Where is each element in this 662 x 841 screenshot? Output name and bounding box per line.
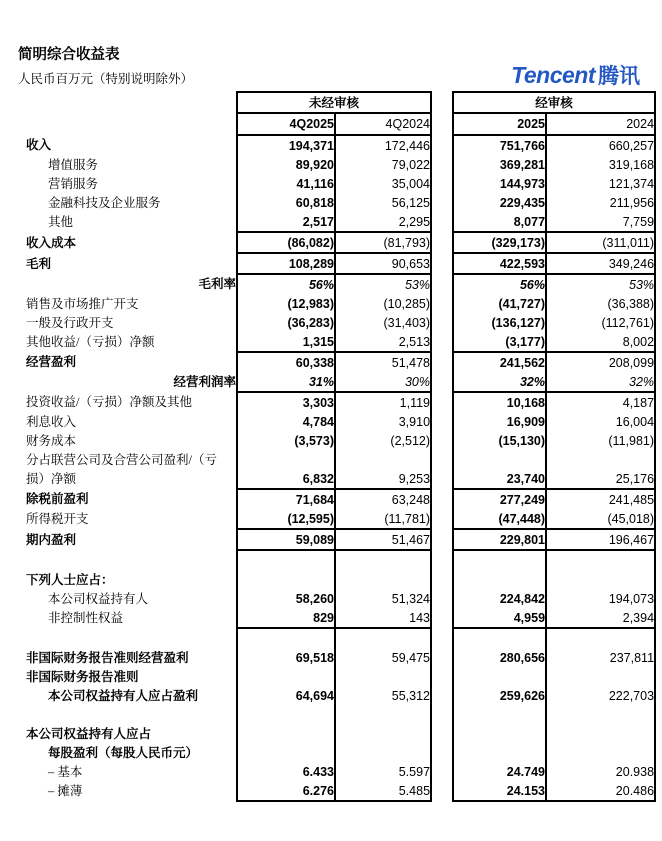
value-cell: 194,073 — [546, 589, 655, 608]
column-gap — [431, 608, 453, 628]
row-label: 收入 — [26, 138, 52, 152]
row-label: 除税前盈利 — [26, 492, 89, 506]
table-row — [26, 372, 655, 392]
value-cell: 1,119 — [335, 392, 431, 412]
table-row — [26, 648, 655, 667]
table-row — [26, 174, 655, 193]
value-cell — [237, 705, 335, 724]
value-cell: 53% — [546, 274, 655, 294]
value-cell: (136,127) — [453, 313, 546, 332]
table-row — [26, 762, 655, 781]
column-gap — [431, 648, 453, 667]
value-cell: 25,176 — [546, 469, 655, 489]
table-row — [26, 313, 655, 332]
column-gap — [431, 92, 453, 113]
value-cell: 194,371 — [237, 135, 335, 155]
table-group-header-row — [26, 92, 655, 113]
row-label: 增值服务 — [48, 157, 99, 172]
value-cell: 2,517 — [237, 212, 335, 232]
column-header-2024: 2024 — [546, 113, 655, 135]
value-cell: 51,467 — [335, 529, 431, 550]
row-label: 非国际财务报告准则 — [26, 669, 139, 684]
label-header-spacer — [26, 113, 237, 135]
value-cell: 422,593 — [453, 253, 546, 274]
row-label: 本公司权益持有人应占盈利 — [48, 688, 199, 703]
table-row — [26, 667, 655, 686]
value-cell — [546, 743, 655, 762]
row-label: – 摊薄 — [48, 784, 83, 798]
column-gap — [431, 550, 453, 570]
value-cell: 237,811 — [546, 648, 655, 667]
column-header-4q2024: 4Q2024 — [335, 113, 431, 135]
table-row — [26, 628, 655, 648]
table-row — [26, 294, 655, 313]
value-cell: (2,512) — [335, 431, 431, 450]
value-cell — [453, 705, 546, 724]
table-column-header-row — [26, 113, 655, 135]
value-cell: 20.938 — [546, 762, 655, 781]
value-cell: 31% — [237, 372, 335, 392]
row-label: 投资收益/（亏损）净额及其他 — [26, 395, 192, 409]
value-cell: 24.153 — [453, 781, 546, 801]
value-cell — [546, 724, 655, 743]
table-body — [26, 135, 655, 801]
value-cell: 229,435 — [453, 193, 546, 212]
value-cell: 369,281 — [453, 155, 546, 174]
value-cell: 1,315 — [237, 332, 335, 352]
tencent-logo-zh: 腾讯 — [598, 65, 640, 88]
table-row — [26, 450, 655, 469]
value-cell: 69,518 — [237, 648, 335, 667]
tencent-logo-en: Tencent — [511, 62, 595, 88]
value-cell: 16,004 — [546, 412, 655, 431]
value-cell: 196,467 — [546, 529, 655, 550]
column-gap — [431, 135, 453, 155]
row-label: 本公司权益持有人应占 — [26, 726, 152, 741]
value-cell: 319,168 — [546, 155, 655, 174]
column-gap — [431, 113, 453, 135]
value-cell: 64,694 — [237, 686, 335, 705]
column-gap — [431, 762, 453, 781]
row-label: 财务成本 — [26, 433, 77, 448]
table-row — [26, 781, 655, 801]
tencent-logo — [511, 60, 640, 90]
value-cell: 8,002 — [546, 332, 655, 352]
value-cell: (41,727) — [453, 294, 546, 313]
column-gap — [431, 570, 453, 589]
value-cell: 5.485 — [335, 781, 431, 801]
row-label: 下列人士应占： — [26, 572, 114, 587]
value-cell: 2,295 — [335, 212, 431, 232]
value-cell: 32% — [453, 372, 546, 392]
value-cell: 35,004 — [335, 174, 431, 193]
value-cell: 229,801 — [453, 529, 546, 550]
value-cell: 55,312 — [335, 686, 431, 705]
table-row — [26, 352, 655, 372]
table-row — [26, 724, 655, 743]
value-cell: 3,303 — [237, 392, 335, 412]
column-gap — [431, 352, 453, 372]
value-cell: 3,910 — [335, 412, 431, 431]
row-label: 经营利润率 — [173, 375, 236, 389]
value-cell: 172,446 — [335, 135, 431, 155]
row-label: 损）净额 — [26, 472, 77, 486]
table-row — [26, 608, 655, 628]
value-cell — [546, 570, 655, 589]
value-cell — [335, 628, 431, 648]
column-gap — [431, 412, 453, 431]
value-cell: 349,246 — [546, 253, 655, 274]
column-gap — [431, 332, 453, 352]
value-cell — [335, 724, 431, 743]
row-label: 每股盈利（每股人民币元） — [48, 745, 199, 760]
column-gap — [431, 469, 453, 489]
value-cell: 7,759 — [546, 212, 655, 232]
column-gap — [431, 781, 453, 801]
row-label: 一般及行政开支 — [26, 315, 114, 330]
table-row — [26, 232, 655, 253]
column-gap — [431, 294, 453, 313]
table-row — [26, 550, 655, 570]
value-cell: 222,703 — [546, 686, 655, 705]
value-cell: 6.433 — [237, 762, 335, 781]
value-cell: 71,684 — [237, 489, 335, 509]
column-gap — [431, 724, 453, 743]
value-cell: 51,324 — [335, 589, 431, 608]
group-header-unaudited: 未经审核 — [237, 92, 431, 113]
value-cell: 144,973 — [453, 174, 546, 193]
table-row — [26, 212, 655, 232]
column-gap — [431, 489, 453, 509]
value-cell: 121,374 — [546, 174, 655, 193]
value-cell: 4,784 — [237, 412, 335, 431]
value-cell: 59,089 — [237, 529, 335, 550]
value-cell: 89,920 — [237, 155, 335, 174]
value-cell — [335, 705, 431, 724]
value-cell — [335, 550, 431, 570]
value-cell — [453, 743, 546, 762]
value-cell: 8,077 — [453, 212, 546, 232]
row-label: 收入成本 — [26, 235, 77, 250]
value-cell: (311,011) — [546, 232, 655, 253]
table-row — [26, 705, 655, 724]
value-cell: 259,626 — [453, 686, 546, 705]
value-cell: 208,099 — [546, 352, 655, 372]
value-cell — [453, 667, 546, 686]
value-cell — [237, 667, 335, 686]
income-statement-table — [26, 91, 656, 802]
row-label: 利息收入 — [26, 414, 77, 429]
column-gap — [431, 743, 453, 762]
value-cell: 224,842 — [453, 589, 546, 608]
value-cell: 41,116 — [237, 174, 335, 193]
value-cell: 143 — [335, 608, 431, 628]
value-cell — [546, 705, 655, 724]
table-row — [26, 743, 655, 762]
value-cell: 79,022 — [335, 155, 431, 174]
value-cell: 5.597 — [335, 762, 431, 781]
column-gap — [431, 253, 453, 274]
value-cell: 53% — [335, 274, 431, 294]
table-row — [26, 469, 655, 489]
column-gap — [431, 232, 453, 253]
page-title: 简明综合收益表 — [18, 47, 120, 63]
value-cell: 56% — [237, 274, 335, 294]
table-row — [26, 489, 655, 509]
value-cell: (36,388) — [546, 294, 655, 313]
value-cell: (3,573) — [237, 431, 335, 450]
column-gap — [431, 155, 453, 174]
table-row — [26, 589, 655, 608]
value-cell: (3,177) — [453, 332, 546, 352]
row-label: 营销服务 — [48, 176, 99, 191]
value-cell: 6.276 — [237, 781, 335, 801]
value-cell: 56,125 — [335, 193, 431, 212]
value-cell: (11,981) — [546, 431, 655, 450]
table-row — [26, 274, 655, 294]
label-header-spacer — [26, 92, 237, 113]
row-label — [26, 705, 237, 724]
value-cell — [453, 570, 546, 589]
value-cell: 58,260 — [237, 589, 335, 608]
value-cell: 51,478 — [335, 352, 431, 372]
column-gap — [431, 529, 453, 550]
column-gap — [431, 392, 453, 412]
column-gap — [431, 274, 453, 294]
column-gap — [431, 431, 453, 450]
column-gap — [431, 450, 453, 469]
row-label: 分占联营公司及合营公司盈利/（亏 — [26, 452, 217, 467]
column-gap — [431, 313, 453, 332]
row-label — [26, 628, 237, 648]
income-statement-page — [0, 47, 662, 841]
value-cell: 90,653 — [335, 253, 431, 274]
value-cell — [237, 570, 335, 589]
value-cell — [546, 667, 655, 686]
value-cell — [453, 450, 546, 469]
value-cell: 2,513 — [335, 332, 431, 352]
value-cell: 56% — [453, 274, 546, 294]
row-label: 所得税开支 — [26, 512, 89, 526]
row-label: 毛利率 — [198, 277, 236, 291]
row-label: 金融科技及企业服务 — [48, 195, 161, 210]
column-gap — [431, 174, 453, 193]
column-gap — [431, 372, 453, 392]
value-cell — [335, 450, 431, 469]
row-label: 本公司权益持有人 — [48, 591, 149, 606]
value-cell: 63,248 — [335, 489, 431, 509]
value-cell — [237, 724, 335, 743]
value-cell — [237, 628, 335, 648]
value-cell: 4,187 — [546, 392, 655, 412]
value-cell: 6,832 — [237, 469, 335, 489]
value-cell: (81,793) — [335, 232, 431, 253]
value-cell: (12,983) — [237, 294, 335, 313]
value-cell: 108,289 — [237, 253, 335, 274]
value-cell: (36,283) — [237, 313, 335, 332]
value-cell: (31,403) — [335, 313, 431, 332]
value-cell: 30% — [335, 372, 431, 392]
column-gap — [431, 686, 453, 705]
value-cell: 20.486 — [546, 781, 655, 801]
value-cell — [335, 570, 431, 589]
value-cell — [237, 450, 335, 469]
row-label — [26, 550, 237, 570]
row-label: 其他收益/（亏损）净额 — [26, 335, 155, 349]
row-label: – 基本 — [48, 764, 83, 779]
value-cell — [453, 628, 546, 648]
value-cell: (15,130) — [453, 431, 546, 450]
value-cell — [237, 550, 335, 570]
row-label: 毛利 — [26, 256, 52, 271]
value-cell: 32% — [546, 372, 655, 392]
value-cell: 60,818 — [237, 193, 335, 212]
table-row — [26, 392, 655, 412]
value-cell: (112,761) — [546, 313, 655, 332]
value-cell — [335, 667, 431, 686]
value-cell: 24.749 — [453, 762, 546, 781]
page-subtitle: 人民币百万元（特别说明除外） — [18, 72, 194, 86]
value-cell: 211,956 — [546, 193, 655, 212]
value-cell: (329,173) — [453, 232, 546, 253]
column-gap — [431, 628, 453, 648]
value-cell: (10,285) — [335, 294, 431, 313]
value-cell: 241,485 — [546, 489, 655, 509]
value-cell — [453, 724, 546, 743]
row-label: 期内盈利 — [26, 532, 77, 547]
table-row — [26, 193, 655, 212]
value-cell: 16,909 — [453, 412, 546, 431]
value-cell: 4,959 — [453, 608, 546, 628]
group-header-audited: 经审核 — [453, 92, 655, 113]
value-cell — [546, 628, 655, 648]
table-row — [26, 135, 655, 155]
table-row — [26, 529, 655, 550]
column-header-4q2025: 4Q2025 — [237, 113, 335, 135]
value-cell: 277,249 — [453, 489, 546, 509]
value-cell: 23,740 — [453, 469, 546, 489]
value-cell: 10,168 — [453, 392, 546, 412]
value-cell: (86,082) — [237, 232, 335, 253]
value-cell — [237, 743, 335, 762]
table-row — [26, 570, 655, 589]
value-cell: 280,656 — [453, 648, 546, 667]
value-cell — [546, 450, 655, 469]
table-row — [26, 332, 655, 352]
value-cell: 751,766 — [453, 135, 546, 155]
column-gap — [431, 193, 453, 212]
value-cell — [546, 550, 655, 570]
column-gap — [431, 705, 453, 724]
row-label: 销售及市场推广开支 — [26, 296, 139, 311]
value-cell: 241,562 — [453, 352, 546, 372]
value-cell: 660,257 — [546, 135, 655, 155]
value-cell — [335, 743, 431, 762]
table-row — [26, 253, 655, 274]
row-label: 其他 — [48, 215, 74, 229]
column-gap — [431, 212, 453, 232]
column-header-2025: 2025 — [453, 113, 546, 135]
value-cell: (47,448) — [453, 509, 546, 529]
value-cell: 829 — [237, 608, 335, 628]
value-cell: 2,394 — [546, 608, 655, 628]
value-cell: 9,253 — [335, 469, 431, 489]
value-cell: (11,781) — [335, 509, 431, 529]
table-row — [26, 155, 655, 174]
value-cell: 60,338 — [237, 352, 335, 372]
column-gap — [431, 589, 453, 608]
value-cell: (45,018) — [546, 509, 655, 529]
value-cell: 59,475 — [335, 648, 431, 667]
value-cell: (12,595) — [237, 509, 335, 529]
column-gap — [431, 667, 453, 686]
row-label: 非控制性权益 — [48, 611, 124, 625]
table-row — [26, 412, 655, 431]
table-row — [26, 509, 655, 529]
table-row — [26, 686, 655, 705]
row-label: 经营盈利 — [26, 355, 77, 369]
value-cell — [453, 550, 546, 570]
row-label: 非国际财务报告准则经营盈利 — [26, 650, 189, 665]
column-gap — [431, 509, 453, 529]
table-row — [26, 431, 655, 450]
